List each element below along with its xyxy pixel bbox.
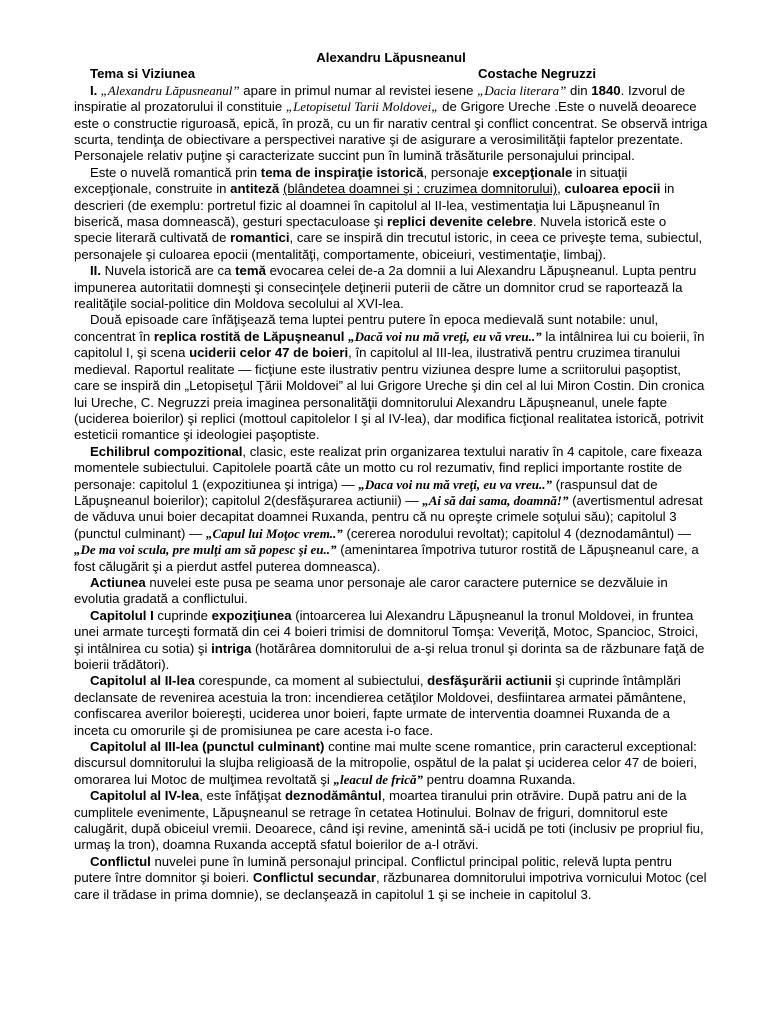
text-run: Este o nuvelă romantică prin xyxy=(90,164,261,180)
bold-term: Capitolul al III-lea (punctul culminant) xyxy=(90,739,325,755)
text-run: , clasic, este realizat prin organizarea textului narativ în 4 capitole, care fixeaza momentele subiectului. Capitolele poartă câte un motto cu rol rezumativ, find replici importante rostite de personaje: capitolul 1 (expozitiunea şi intriga) — xyxy=(74,443,703,492)
quote-text: „Dacă voi nu mă vreţi, eu vă vreu..” xyxy=(348,328,542,344)
paragraph-8 xyxy=(74,673,708,739)
subheading-row xyxy=(74,66,708,82)
bold-term: Capitolul al II-lea xyxy=(90,673,195,689)
magazine-title-quote: „Dacia literara” xyxy=(477,82,567,98)
bold-term: desfăşurării actiunii xyxy=(427,673,552,689)
paragraph-5 xyxy=(74,444,708,575)
quote-text: „Ai să dai sama, doamnă!” xyxy=(422,492,569,508)
quote-text: „leacul de frică” xyxy=(333,771,424,787)
text-run: Două episoade care înfăţişează tema luptei pentru putere în epoca medievală sunt notabile: unul, concentrat în xyxy=(74,312,659,344)
bold-term: Capitolul I xyxy=(90,607,154,623)
text-run: nuvelei pune în lumină personajul principal. Conflictul principal politic, relevă lupta pentru putere între domnitor şi boieri. xyxy=(74,853,673,886)
section-marker-2: II. xyxy=(90,263,101,279)
bold-term: tema de inspiraţie istorică xyxy=(260,164,424,180)
paragraph-9 xyxy=(74,739,708,788)
text-run: (cererea norodului revoltat); capitolul 4 (deznodamântul) — xyxy=(342,525,691,541)
text-run: evocarea celei de-a 2a domnii a lui Alexandru Lăpuşneanul. Lupta pentru impunerea autoritatii domneşti şi consecinţele deţinerii puterii de către un domnitor crud se raportează la realităţile social-politice din Moldova secolului al XVI-lea. xyxy=(74,263,697,312)
year-bold: 1840 xyxy=(591,82,621,98)
paragraph-1 xyxy=(74,83,708,165)
paragraph-3 xyxy=(74,263,708,312)
text-run: la intâlnirea lui cu boierii, în capitolul I, şi scena xyxy=(74,328,705,361)
quote-text: „Daca voi nu mă vreţi, eu va vreu..” xyxy=(358,476,552,492)
subheading-theme: Tema si Viziunea xyxy=(90,66,196,82)
document-title: Alexandru Lăpusneanul xyxy=(316,50,466,65)
text-run: , care se inspiră din trecutul istoric, in ceea ce priveşte tema, subiectul, personajele şi culoarea epocii (mentalităţi, comportamente, obiceiuri, vestimentaţie, limbaj). xyxy=(74,230,703,262)
paragraph-4 xyxy=(74,312,708,443)
text-run: şi cuprinde întâmplări declansate de revenirea acestuia la tron: incendierea cetăţilor Moldovei, desfiintarea armatei pământene, confiscarea averilor boiereşti, uciderea unor boieri, fapte urmate de interventia doamnei Ruxanda de a inceta cu omorurile şi de promisiunea pe care acesta i-o face. xyxy=(74,673,687,738)
text-run: corespunde, ca moment al subiectului, xyxy=(194,673,428,689)
paragraph-7 xyxy=(74,608,708,674)
text-run: (amenintarea împotriva tuturor rostită de Lăpuşneanul care, a fost călugărit şi a pierdut astfel puterea domneasca). xyxy=(74,542,699,574)
text-run: , răzbunarea domnitorului impotriva vornicului Motoc (cel care il trădase in prima domnie), se declanşează in capitolul 1 şi se incheie in capitolul 3. xyxy=(74,870,707,902)
bold-term: Conflictul secundar xyxy=(252,870,376,886)
paragraph-11 xyxy=(74,854,708,903)
quote-text: „Capul lui Moţoc vrem..” xyxy=(205,525,343,541)
text-run: , moartea tiranului prin otrăvire. După patru ani de la cumplitele evenimente, Lăpuşneanul se retrage în cetatea Hotinului. Bolnav de friguri, domnitorul este calugărit, după obiceiul vremii. Deoarece, când işi revine, amenintă să-i ucidă pe toti (inclusiv pe propriul fiu, urmaş la tron), doamna Ruxanda acceptă sfatul boierilor de a-l otrăvi. xyxy=(74,788,704,853)
text-run: . Izvorul de inspiratie al prozatorului il constituie xyxy=(74,82,686,115)
chronicle-title-quote: „Letopisetul Tarii Moldovei„ xyxy=(285,99,439,115)
text-run: , în capitolul al III-lea, ilustrativă pentru cruzimea tiranului medieval. Raportul realitate — ficţiune este ilustrativ pentru viziunea despre lume a scriitorului paşoptist, care se inspiră din „Letopiseţul Ţării Moldovei” al lui Grigore Ureche şi din cel al lui Miron Costin. Din cronica lui Ureche, C. Negruzzi preia imaginea personalităţii domnitorului Alexandru Lăpuşneanul, unele fapte (uciderea boierilor) şi replici (mottoul capitolelor I şi al IV-lea), dar modifica ficţional realitatea istorică, potrivit esteticii romantice şi ideologiei paşoptiste. xyxy=(74,345,705,443)
text-run: , este înfăţişat xyxy=(199,788,285,804)
bold-term: replici devenite celebre xyxy=(386,214,533,230)
paragraph-6 xyxy=(74,575,708,608)
bold-term: Echilibrul compozitional xyxy=(90,443,243,459)
text-run: in descrieri (de exemplu: portretul fizic al doamnei în capitolul al II-lea, vestimentaţia lui Lăpuşneanul în biserică, masa domnească), gesturi spectaculoase şi xyxy=(74,181,675,230)
text-run: in situaţii excepţionale, construite in xyxy=(74,164,628,197)
bold-term: excepţionale xyxy=(492,164,573,180)
bold-term: deznodământul xyxy=(284,788,382,804)
text-run: Nuvela istorică are ca xyxy=(101,263,236,279)
section-marker-1: I. xyxy=(90,82,98,98)
bold-term: uciderii celor 47 de boieri xyxy=(189,345,349,361)
bold-term: Capitolul al IV-lea xyxy=(90,788,200,804)
text-run: apare in primul numar al revistei iesene xyxy=(239,82,478,98)
bold-term: intriga xyxy=(211,640,252,656)
text-run: cuprinde xyxy=(153,607,212,623)
paragraph-10 xyxy=(74,788,708,854)
text-run: (intoarcerea lui Alexandru Lăpuşneanul la tronul Moldovei, in fruntea unei armate turceşti formată din cei 4 boieri trimisi de domnitorul Tomşa: Veveriţă, Motoc, Spancioc, Stroici, şi intâlnirea cu sotia) şi xyxy=(74,607,699,656)
bold-term: antiteză xyxy=(230,181,280,197)
text-run: (avertismentul adresat de văduva unui boier decapitat doamnei Ruxanda, pentru că nu opreşte crimele soţului său); capitolul 3 (punctul culminant) — xyxy=(74,492,703,541)
text-run: nuvelei este pusa pe seama unor personaje ale caror caractere puternice se dezvăluie in evolutia gradată a conflictului. xyxy=(74,574,668,607)
text-run: contine mai multe scene romantice, prin caracterul exceptional: discursul domnitorului la slujba religioasă de la mitropolie, ospătul de la palat şi uciderea celor 47 de boieri, omorarea lui Motoc de mulţimea revoltată şi xyxy=(74,739,698,787)
text-run: , personaje xyxy=(423,164,493,180)
bold-term: replica rostită de Lăpuşneanul xyxy=(153,328,345,344)
bold-term: expoziţiunea xyxy=(211,607,292,623)
text-run: . Nuvela istorică este o specie literară cultivată de xyxy=(74,214,667,246)
bold-term: romantici xyxy=(230,230,290,246)
text-run: pentru doamna Ruxanda. xyxy=(423,771,576,787)
text-run: din xyxy=(566,82,592,98)
bold-term: temă xyxy=(235,263,266,279)
paragraph-2 xyxy=(74,165,708,263)
quote-text: „De ma voi scula, pre mulţi am să popesc şi eu..” xyxy=(74,542,337,558)
underlined-text: (blândetea doamnei şi ; cruzimea domnitorului) xyxy=(282,181,558,197)
work-title-quote: „Alexandru Lăpusneanul” xyxy=(97,82,240,98)
text-run: (hotărârea domnitorului de a-şi relua tronul şi dorinta sa de răzbunare faţă de boierii trădători). xyxy=(74,640,705,673)
bold-term: culoarea epocii xyxy=(564,181,661,197)
text-run: de Grigore Ureche .Este o nuvelă deoarece este o constructie riguroasă, epică, în proză, cu un fir narativ central şi conflict concentrat. Se observă intriga scurta, tendinţa de obiectivare a perspectivei narative şi de asigurare a verosimilităţii faptelor prezentate. Personajele relativ puţine şi caracterizate succint pun în lumină trăsăturile personajului principal. xyxy=(74,99,708,164)
bold-term: Conflictul xyxy=(90,853,151,869)
bold-term: Actiunea xyxy=(90,574,146,590)
subheading-author: Costache Negruzzi xyxy=(478,66,596,82)
text-run: , xyxy=(557,181,565,197)
text-run: (raspunsul dat de Lăpuşneanul boierilor); capitolul 2(desfăşurarea actiunii) — xyxy=(74,476,658,508)
